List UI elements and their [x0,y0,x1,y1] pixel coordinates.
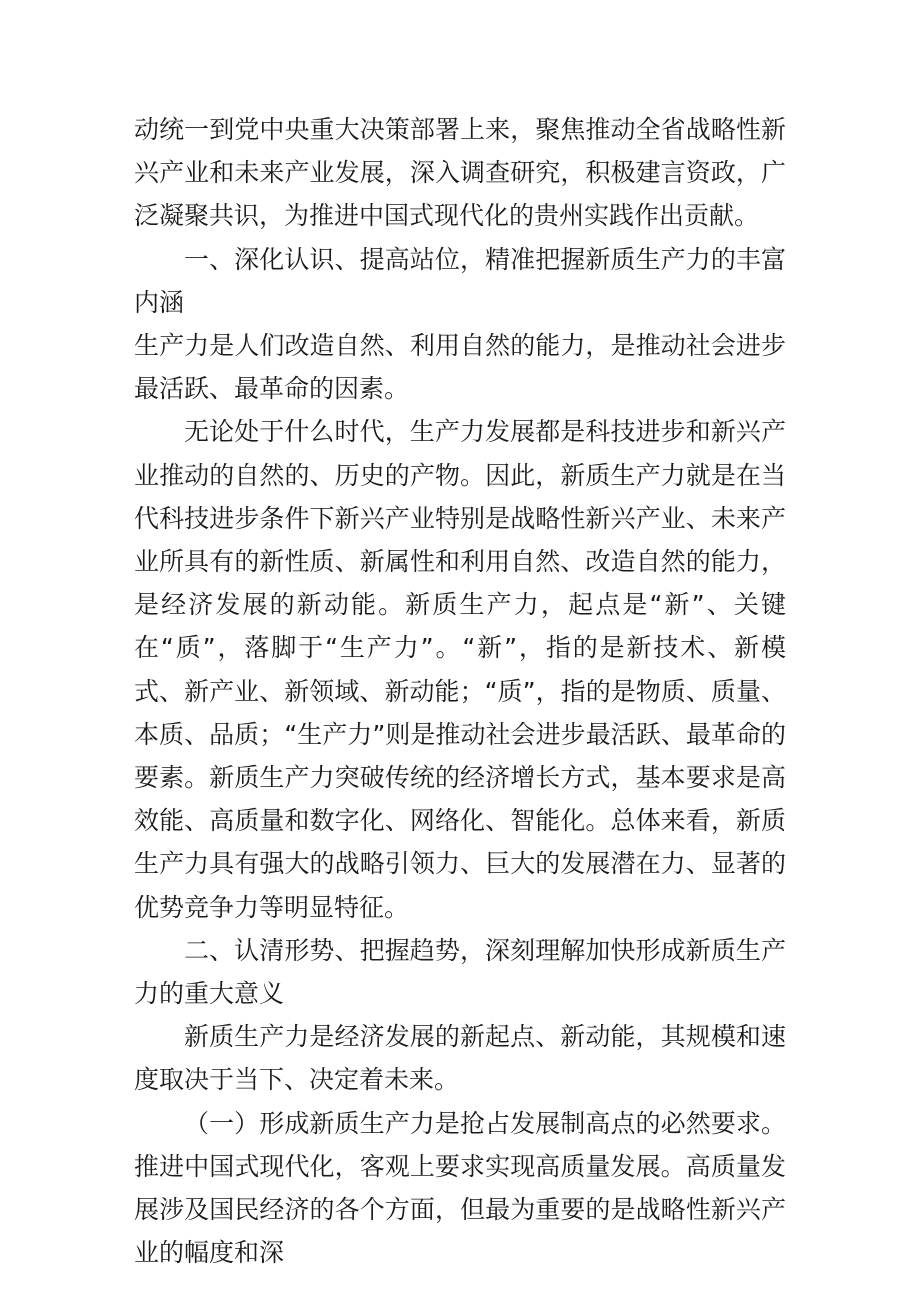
paragraph-new-starting-point: 新质生产力是经济发展的新起点、新动能，其规模和速度取决于当下、决定着未来。 [134,1022,786,1095]
paragraph-new-quality-productivity: 无论处于什么时代，生产力发展都是科技进步和新兴产业推动的自然的、历史的产物。因此，新质生产力就是在当代科技进步条件下新兴产业特别是战略性新兴产业、未来产业所具有的新性质、新属性和利用自然、改造自然的能力，是经济发展的新动能。新质生产力，起点是“新”、关键在“质”，落脚于“生产力”。“新”，指的是新技术、新模式、新产业、新领域、新动能；“质”，指的是物质、质量、本质、品质；“生产力”则是推动社会进步最活跃、最革命的要素。新质生产力突破传统的经济增长方式，基本要求是高效能、高质量和数字化、网络化、智能化。总体来看，新质生产力具有强大的战略引领力、巨大的发展潜在力、显著的优势竞争力等明显特征。 [134,417,786,922]
paragraph-continuation: 动统一到党中央重大决策部署上来，聚焦推动全省战略性新兴产业和未来产业发展，深入调查研究，积极建言资政，广泛凝聚共识，为推进中国式现代化的贵州实践作出贡献。 [134,115,786,231]
paragraph-subsection-1: （一）形成新质生产力是抢占发展制高点的必然要求。推进中国式现代化，客观上要求实现高质量发展。高质量发展涉及国民经济的各个方面，但最为重要的是战略性新兴产业的幅度和深 [134,1108,786,1268]
section-heading-1: 一、深化认识、提高站位，精准把握新质生产力的丰富内涵 [134,244,786,317]
document-body [134,108,786,1274]
section-heading-2: 二、认清形势、把握趋势，深刻理解加快形成新质生产力的重大意义 [134,935,786,1009]
paragraph-productivity-definition: 生产力是人们改造自然、利用自然的能力，是推动社会进步最活跃、最革命的因素。 [134,331,786,404]
